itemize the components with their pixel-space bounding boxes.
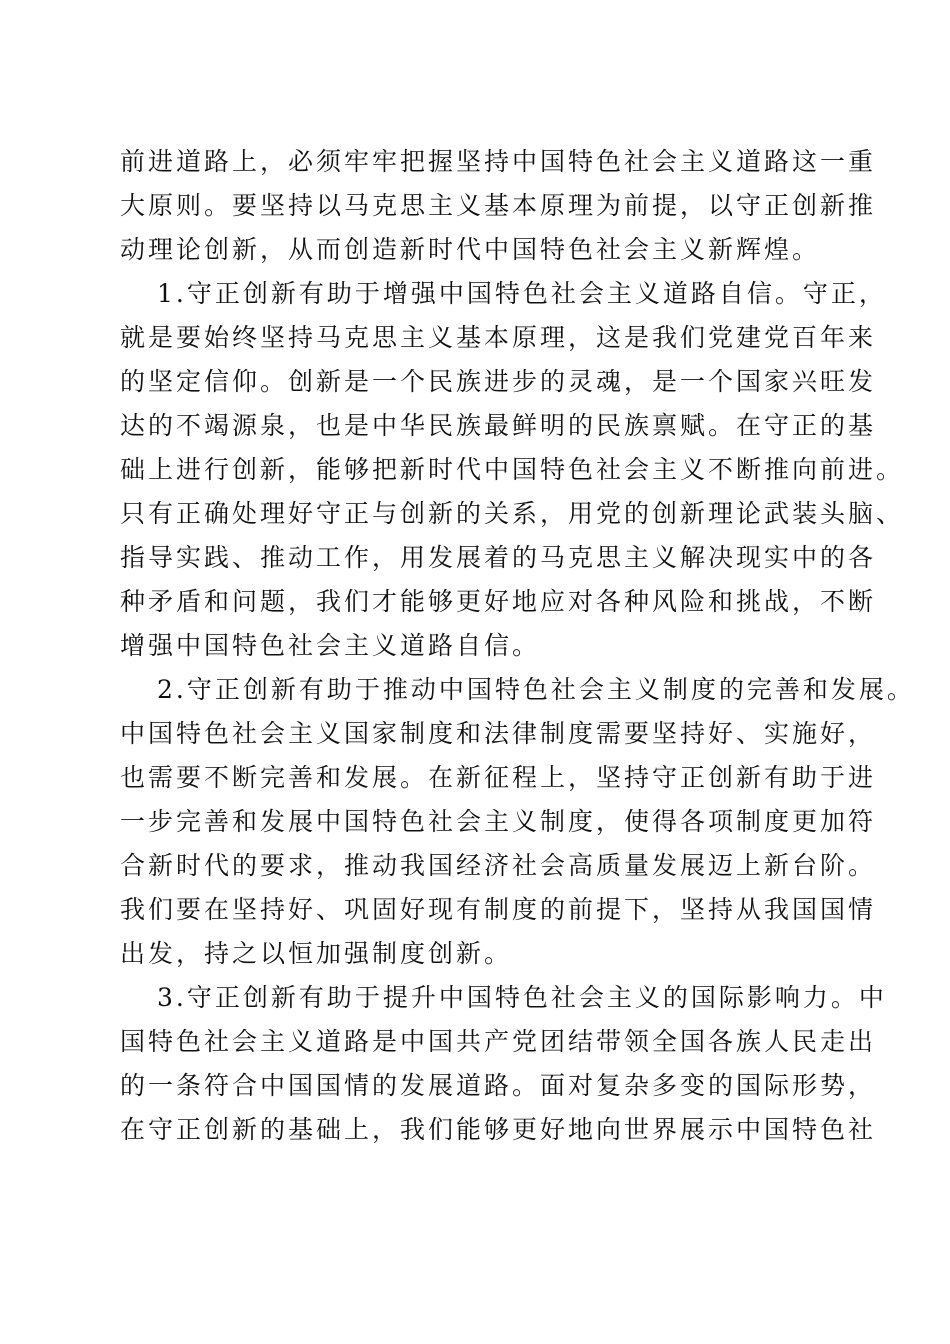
text-line: 动理论创新，从而创造新时代中国特色社会主义新辉煌。 (120, 235, 821, 264)
paragraph-2-heading-line: 2.守正创新有助于推动中国特色社会主义制度的完善和发展。 (157, 675, 915, 704)
paragraph-3-heading-line: 3.守正创新有助于提升中国特色社会主义的国际影响力。中 (157, 983, 887, 1012)
text-line: 也需要不断完善和发展。在新征程上，坚持守正创新有助于进 (120, 763, 877, 792)
text-line: 的一条符合中国国情的发展道路。面对复杂多变的国际形势， (120, 1071, 877, 1100)
text-line: 我们要在坚持好、巩固好现有制度的前提下，坚持从我国国情 (120, 895, 877, 924)
text-line: 合新时代的要求，推动我国经济社会高质量发展迈上新台阶。 (120, 851, 877, 880)
text-line: 的坚定信仰。创新是一个民族进步的灵魂，是一个国家兴旺发 (120, 367, 877, 396)
text-line: 础上进行创新，能够把新时代中国特色社会主义不断推向前进。 (120, 455, 905, 484)
text-line: 前进道路上，必须牢牢把握坚持中国特色社会主义道路这一重 (120, 147, 877, 176)
text-line: 国特色社会主义道路是中国共产党团结带领全国各族人民走出 (120, 1027, 877, 1056)
text-line: 种矛盾和问题，我们才能够更好地应对各种风险和挑战，不断 (120, 587, 877, 616)
text-line: 中国特色社会主义国家制度和法律制度需要坚持好、实施好， (120, 719, 877, 748)
text-line: 大原则。要坚持以马克思主义基本原理为前提，以守正创新推 (120, 191, 877, 220)
text-line: 出发，持之以恒加强制度创新。 (120, 939, 513, 968)
text-line: 一步完善和发展中国特色社会主义制度，使得各项制度更加符 (120, 807, 877, 836)
text-line: 达的不竭源泉，也是中华民族最鲜明的民族禀赋。在守正的基 (120, 411, 877, 440)
text-line: 增强中国特色社会主义道路自信。 (120, 631, 541, 660)
paragraph-1-heading-line: 1.守正创新有助于增强中国特色社会主义道路自信。守正， (157, 279, 887, 308)
text-line: 只有正确处理好守正与创新的关系，用党的创新理论武装头脑、 (120, 499, 905, 528)
text-line: 指导实践、推动工作，用发展着的马克思主义解决现实中的各 (120, 543, 877, 572)
text-line: 就是要始终坚持马克思主义基本原理，这是我们党建党百年来 (120, 323, 877, 352)
text-line: 在守正创新的基础上，我们能够更好地向世界展示中国特色社 (120, 1115, 877, 1144)
